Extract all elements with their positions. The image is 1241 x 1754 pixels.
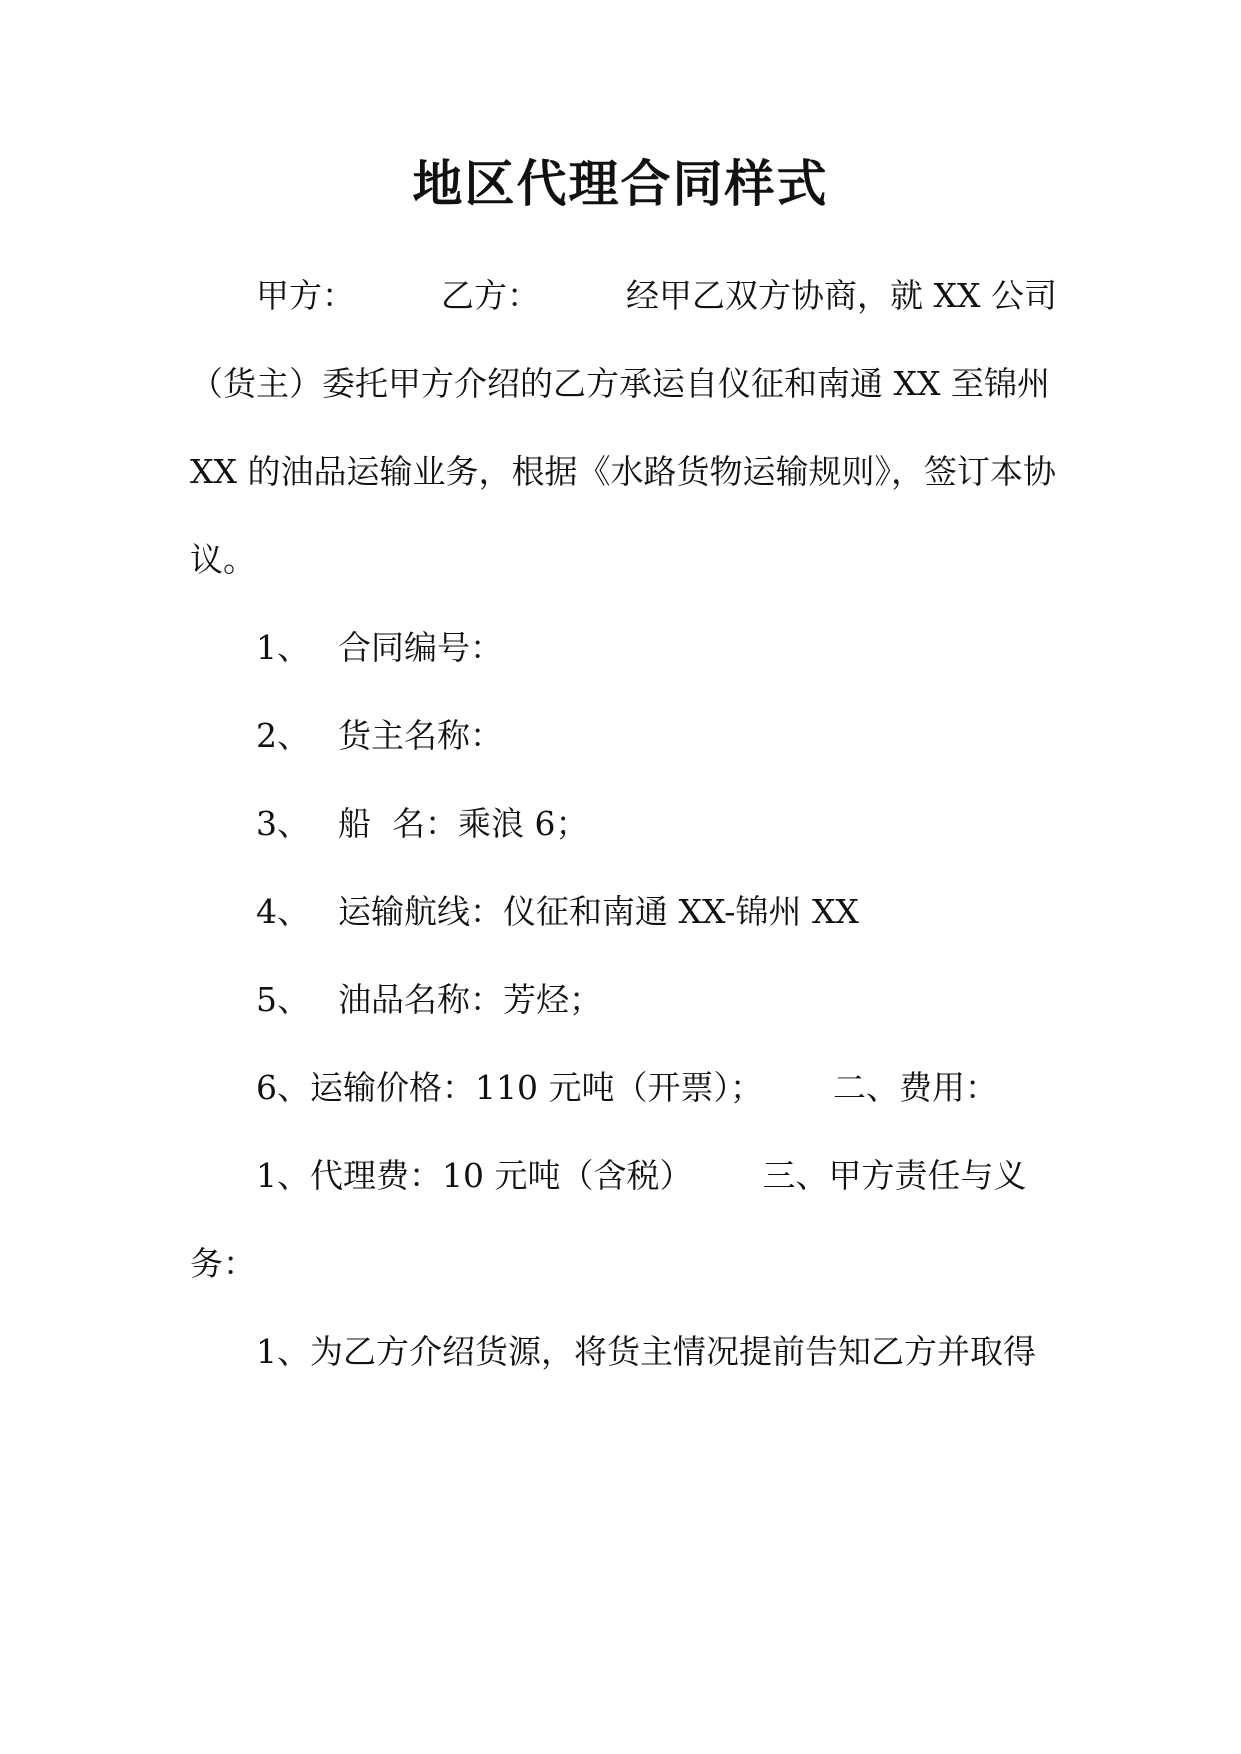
list-item-2 — [256, 714, 503, 758]
list-item-1 — [256, 626, 503, 670]
list-item-4 — [256, 890, 859, 934]
list-item-6 — [256, 1066, 998, 1110]
list-item-text: 合同编号： — [338, 628, 503, 667]
intro-line-4: 议。 — [190, 540, 256, 579]
intro-text-1: 经甲乙双方协商，就 XX 公司 — [626, 276, 1057, 315]
section-heading-continuation: 务： — [190, 1244, 256, 1283]
party-a-duty-1: 1、为乙方介绍货源，将货主情况提前告知乙方并取得 — [256, 1332, 1036, 1371]
list-item-text: 油品名称：芳烃； — [338, 980, 602, 1019]
list-item-number: 4、 — [256, 892, 310, 931]
list-item-number: 2、 — [256, 716, 310, 755]
transport-price-text: 6、运输价格：110 元吨（开票）； — [256, 1068, 763, 1107]
section-heading-fees: 二、费用： — [832, 1068, 998, 1107]
list-item-number: 1、 — [256, 628, 310, 667]
list-item-5 — [256, 978, 602, 1022]
list-item-text: 货主名称： — [338, 716, 503, 755]
party-b-label: 乙方： — [441, 276, 540, 315]
intro-line-1 — [256, 274, 1057, 318]
list-item-text: 船 名：乘浪 6； — [338, 804, 589, 843]
party-a-label: 甲方： — [256, 276, 355, 315]
list-item-3 — [256, 802, 588, 846]
list-item-number: 5、 — [256, 980, 310, 1019]
intro-line-2: （货主）委托甲方介绍的乙方承运自仪征和南通 XX 至锦州 — [190, 364, 1050, 403]
document-title: 地区代理合同样式 — [412, 155, 829, 213]
list-item-number: 3、 — [256, 804, 310, 843]
list-item-text: 运输航线：仪征和南通 XX-锦州 XX — [338, 892, 859, 931]
intro-line-3: XX 的油品运输业务，根据《水路货物运输规则》，签订本协 — [190, 452, 1056, 491]
agency-fee-text: 1、代理费：10 元吨（含税） — [256, 1156, 693, 1195]
section-heading-party-a: 三、甲方责任与义 — [762, 1156, 1027, 1195]
fee-line — [256, 1154, 1026, 1198]
